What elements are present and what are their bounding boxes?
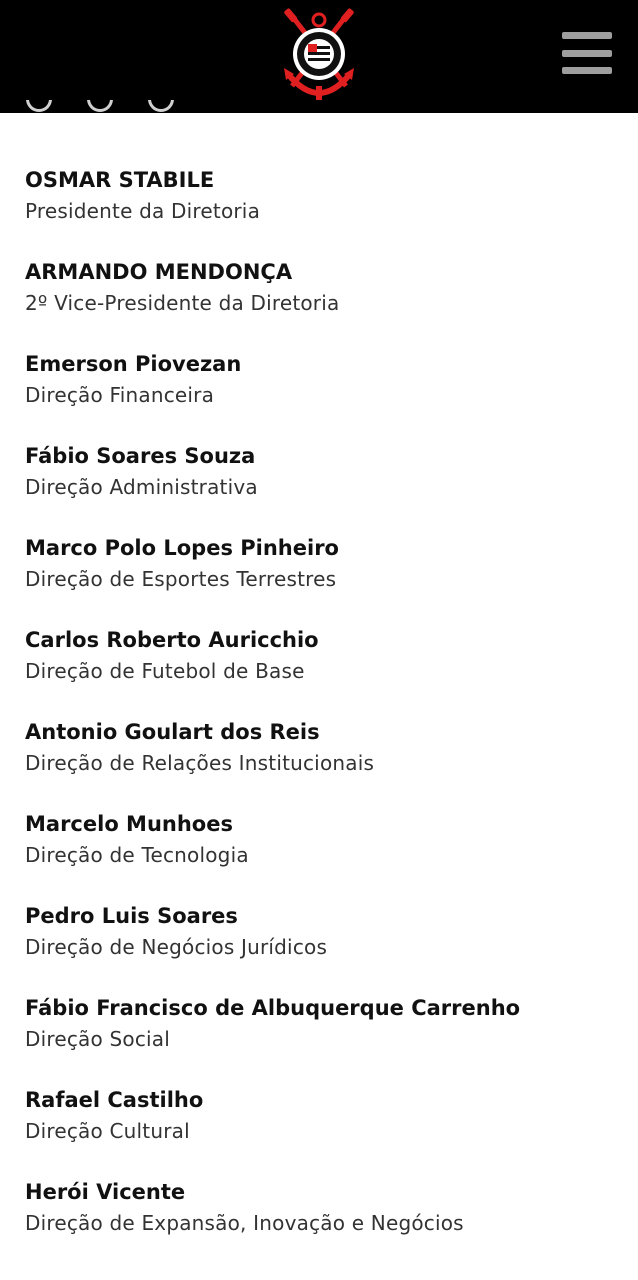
list-item xyxy=(25,993,625,1085)
member-role: Direção de Expansão, Inovação e Negócios xyxy=(25,1211,464,1235)
list-item xyxy=(25,257,625,349)
member-name: Marco Polo Lopes Pinheiro xyxy=(25,536,339,560)
list-item xyxy=(25,441,625,533)
member-name: Herói Vicente xyxy=(25,1180,186,1204)
site-header xyxy=(0,0,638,113)
list-item xyxy=(25,533,625,625)
member-role: 2º Vice-Presidente da Diretoria xyxy=(25,291,340,315)
member-role: Direção de Esportes Terrestres xyxy=(25,567,337,591)
list-item xyxy=(25,809,625,901)
list-item xyxy=(25,901,625,993)
member-name: Carlos Roberto Auricchio xyxy=(25,628,319,652)
board-members-list xyxy=(25,165,625,1269)
member-name: Emerson Piovezan xyxy=(25,352,242,376)
member-role: Direção Social xyxy=(25,1027,170,1051)
member-role: Direção Cultural xyxy=(25,1119,190,1143)
member-name: Marcelo Munhoes xyxy=(25,812,233,836)
member-role: Direção de Futebol de Base xyxy=(25,659,305,683)
hamburger-menu-icon[interactable] xyxy=(562,32,614,76)
member-name: ARMANDO MENDONÇA xyxy=(25,260,293,284)
member-role: Presidente da Diretoria xyxy=(25,199,261,223)
list-item xyxy=(25,717,625,809)
member-role: Direção Administrativa xyxy=(25,475,258,499)
list-item xyxy=(25,349,625,441)
member-name: Fábio Soares Souza xyxy=(25,444,256,468)
member-name: Pedro Luis Soares xyxy=(25,904,238,928)
list-item xyxy=(25,1177,625,1269)
member-name: Fábio Francisco de Albuquerque Carrenho xyxy=(25,996,521,1020)
member-role: Direção de Negócios Jurídicos xyxy=(25,935,328,959)
menu-bar xyxy=(562,32,612,39)
menu-bar xyxy=(562,50,612,57)
member-role: Direção de Tecnologia xyxy=(25,843,249,867)
list-item xyxy=(25,1085,625,1177)
list-item xyxy=(25,625,625,717)
list-item xyxy=(25,165,625,257)
member-name: Rafael Castilho xyxy=(25,1088,204,1112)
menu-bar xyxy=(562,67,612,74)
clipped-section-heading xyxy=(26,100,256,113)
corinthians-crest-icon[interactable] xyxy=(278,8,360,106)
member-role: Direção de Relações Institucionais xyxy=(25,751,375,775)
member-role: Direção Financeira xyxy=(25,383,215,407)
member-name: Antonio Goulart dos Reis xyxy=(25,720,320,744)
member-name: OSMAR STABILE xyxy=(25,168,215,192)
